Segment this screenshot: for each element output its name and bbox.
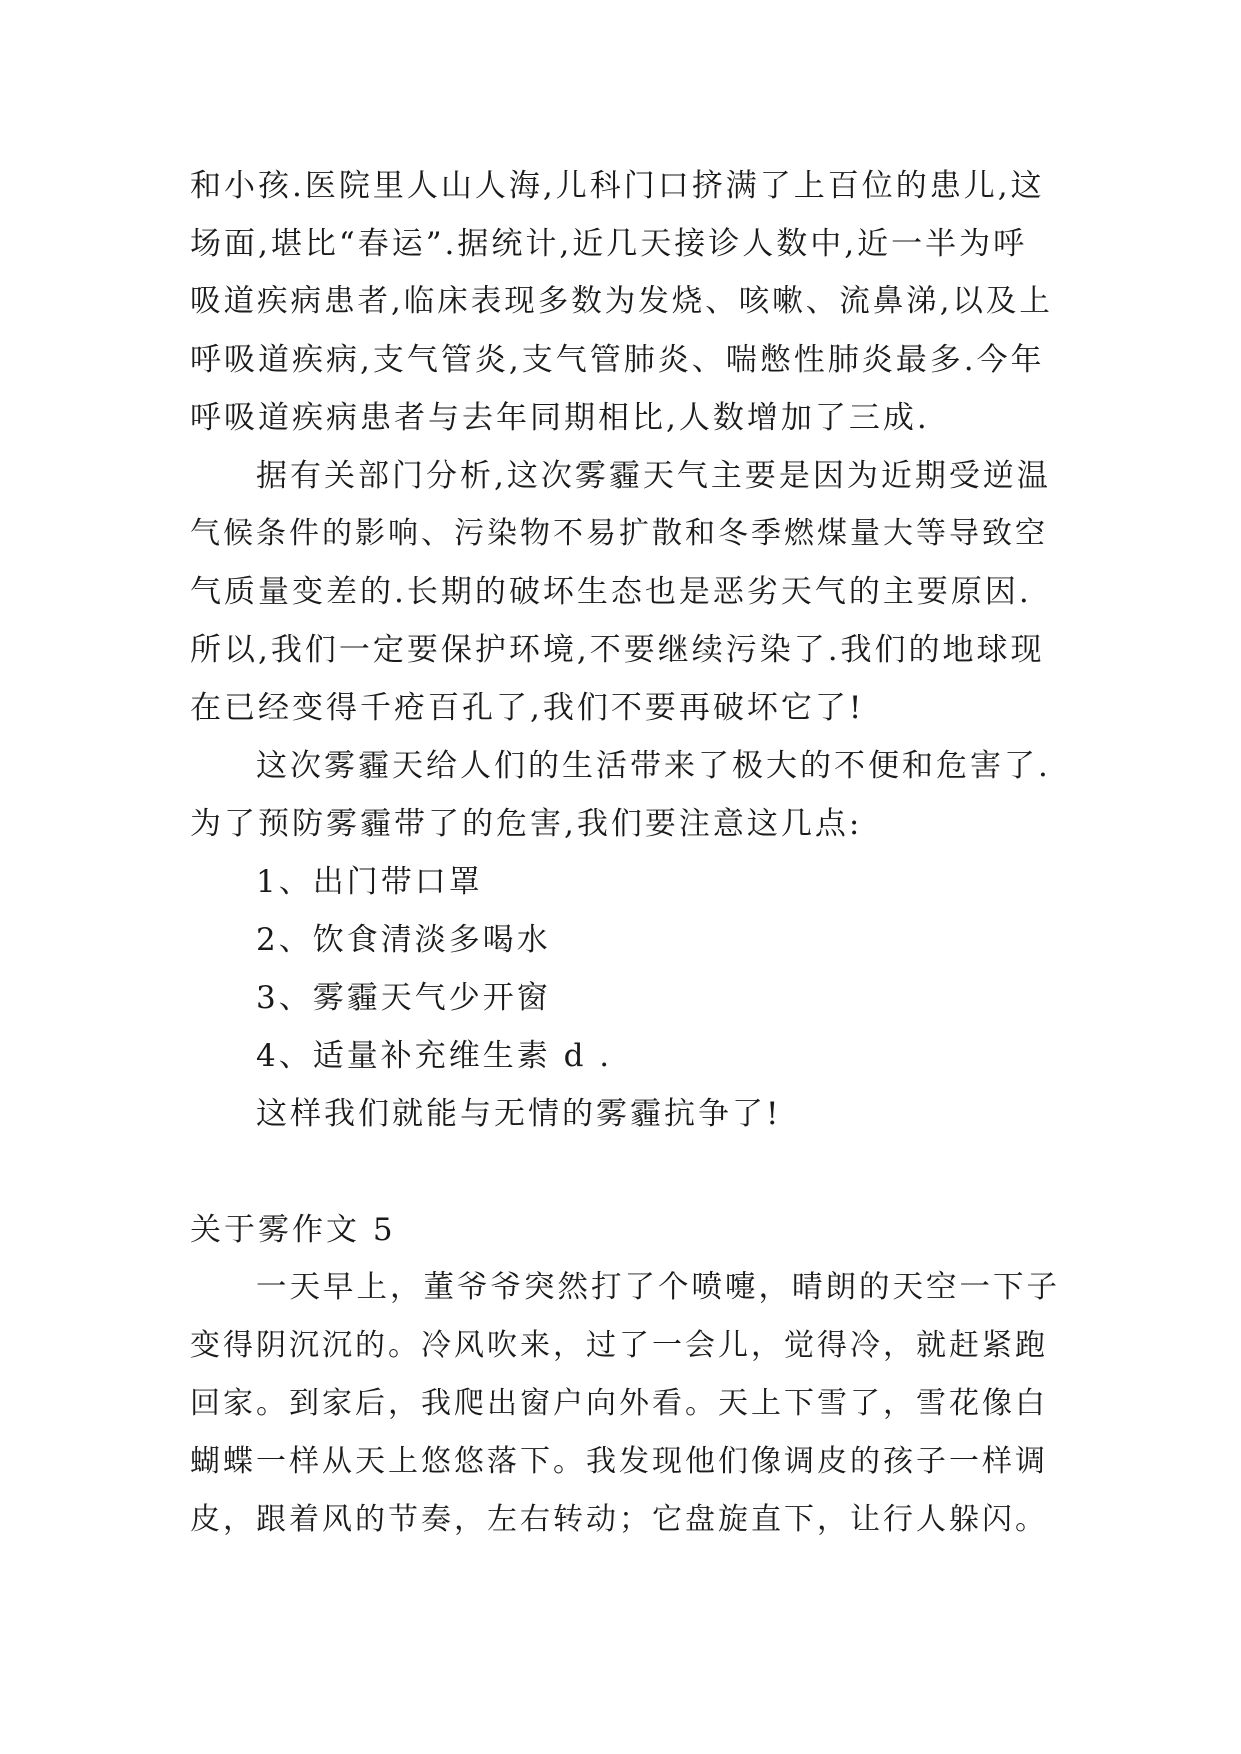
paragraph-hospital [190, 157, 1060, 447]
tips-list [190, 853, 1060, 1143]
paragraph-line: 变得阴沉沉的。冷风吹来，过了一会儿，觉得冷，就赶紧跑 [190, 1328, 1048, 1363]
essay-5-section [190, 1201, 1060, 1259]
paragraph-line: 蝴蝶一样从天上悠悠落下。我发现他们像调皮的孩子一样调 [190, 1444, 1048, 1479]
paragraph-line: 呼吸道疾病,支气管炎,支气管肺炎、喘憋性肺炎最多.今年 [190, 342, 1045, 378]
paragraph-line: 和小孩.医院里人山人海,儿科门口挤满了上百位的患儿,这 [190, 168, 1045, 204]
paragraph-line: 这次雾霾天给人们的生活带来了极大的不便和危害了. [256, 748, 1051, 784]
list-item: 2、饮食清淡多喝水 [256, 922, 551, 958]
paragraph-line: 气候条件的影响、污染物不易扩散和冬季燃煤量大等导致空 [190, 516, 1048, 551]
list-item: 3、雾霾天气少开窗 [256, 980, 551, 1016]
paragraph-line: 所以,我们一定要保护环境,不要继续污染了.我们的地球现 [190, 632, 1045, 668]
paragraph-analysis [190, 447, 1060, 737]
paragraph-line: 吸道疾病患者,临床表现多数为发烧、咳嗽、流鼻涕,以及上 [190, 284, 1053, 319]
closing-line: 这样我们就能与无情的雾霾抗争了! [256, 1096, 782, 1132]
list-item: 4、适量补充维生素 d . [256, 1038, 613, 1074]
section-title: 关于雾作文 5 [190, 1212, 396, 1248]
paragraph-line: 据有关部门分析,这次雾霾天气主要是因为近期受逆温 [256, 458, 1051, 494]
paragraph-essay-5 [190, 1259, 1060, 1549]
paragraph-line: 为了预防雾霾带了的危害,我们要注意这几点: [190, 806, 863, 842]
list-item: 1、出门带口罩 [256, 864, 483, 900]
paragraph-prevention [190, 737, 1060, 853]
paragraph-line: 皮，跟着风的节奏，左右转动；它盘旋直下，让行人躲闪。 [190, 1502, 1048, 1537]
paragraph-line: 气质量变差的.长期的破坏生态也是恶劣天气的主要原因. [190, 574, 1032, 610]
paragraph-line: 呼吸道疾病患者与去年同期相比,人数增加了三成. [190, 400, 930, 436]
paragraph-line: 回家。到家后，我爬出窗户向外看。天上下雪了，雪花像白 [190, 1386, 1048, 1421]
paragraph-line: 场面,堪比“春运”.据统计,近几天接诊人数中,近一半为呼 [190, 226, 1028, 262]
paragraph-line: 一天早上，董爷爷突然打了个喷嚏，晴朗的天空一下子 [256, 1270, 1060, 1305]
paragraph-line: 在已经变得千疮百孔了,我们不要再破坏它了! [190, 690, 865, 726]
